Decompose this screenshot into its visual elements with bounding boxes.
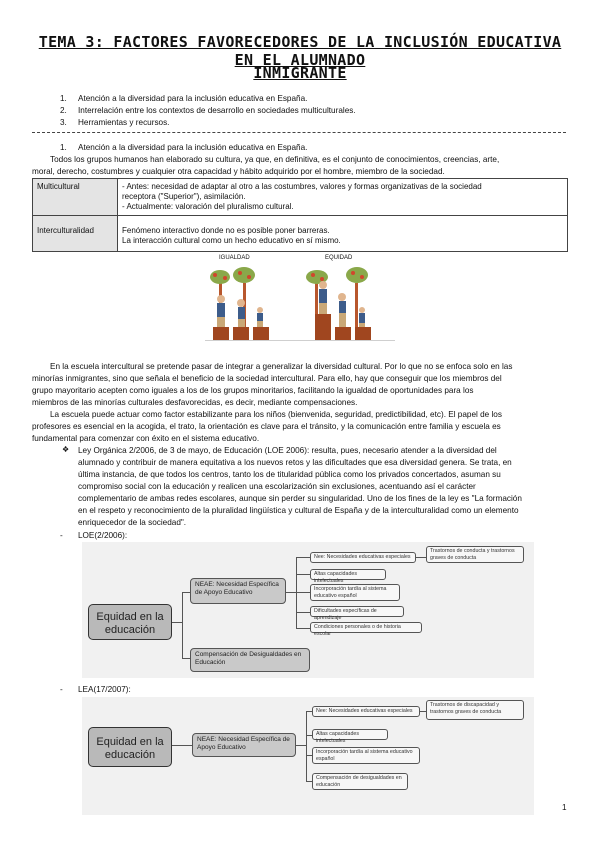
lea-mindmap [82,697,534,815]
para2-line: La escuela puede actuar como factor estabilizante para los niños (bienvenida, seguridad, predictibilidad, etc). El papel de los [50,410,502,419]
index-num-2: 2. [60,106,67,115]
loe-leaf-condiciones: Condiciones personales o de historia escolar [310,622,422,633]
section-num: 1. [60,143,67,152]
para1-line: miembros de las minorías culturales desfavorecidas, es decir, mediante compensaciones. [32,398,358,407]
table-text: - Antes: necesidad de adaptar al otro a las costumbres, valores y formas organizativas de la sociedad [122,182,482,191]
intro-line-2: moral, derecho, costumbres y cualquier otra capacidad y hábito adquirido por el hombre, miembro de la sociedad. [32,167,445,176]
para2-line: profesores es esencial en la acogida, el trato, la orientación es clave para el tránsito, y la comunicación entre familia y escuela es [32,422,501,431]
loe-leaf-trastornos: Trastornos de conducta y trastornos graves de conducta [426,546,524,563]
para1-line: grupo mayoritario acepten como iguales a los de los grupos minoritarios, facilitando la igualdad de oportunidades para los [32,386,474,395]
connector [416,557,426,558]
diamond-bullet-icon: ❖ [62,445,70,454]
table-row [33,179,568,216]
bullet-line: en el respeto y reconocimiento de la pluralidad lingüística y cultural de España y de la interculturalidad como un elemento [78,506,519,515]
page-title: TEMA 3: FACTORES FAVORECEDORES DE LA INCLUSIÓN EDUCATIVA EN EL ALUMNADO [38,33,562,69]
page-title-line2: INMIGRANTE [253,64,347,82]
connector [182,658,190,659]
intro-line-1: Todos los grupos humanos han elaborado su cultura, ya que, en definitiva, es el conjunto de conocimientos, creencias, arte, [50,155,500,164]
table-key-multicultural: Multicultural [33,179,118,216]
table-text: receptora ("Superior"), asimilación. [122,192,246,201]
connector [182,592,190,593]
loe-leaf-nee: Nee: Necesidades educativas especiales [310,552,416,563]
table-value-multicultural [118,179,568,216]
illustration-label-left: IGUALDAD [219,255,250,261]
table-text: La interacción cultural como un hecho educativo en sí mismo. [122,236,341,245]
bullet-line: enriquecedor de la sociedad". [78,518,187,527]
index-item-1: Atención a la diversidad para la inclusión educativa en España. [78,94,308,103]
loe-leaf-dificultades: Dificultades específicas de aprendizaje [310,606,404,617]
bullet-line: complementario de ambas redes escolares, aunque sin perder su singularidad. Uno de los fines de la ley es "La formación [78,494,522,503]
divider [32,132,566,133]
index-item-3: Herramientas y recursos. [78,118,170,127]
connector [296,628,310,629]
table-text: - Actualmente: valoración del pluralismo cultural. [122,202,294,211]
table-row [33,216,568,252]
illustration-svg [205,255,395,355]
connector [172,745,192,746]
lea-leaf-tardia: Incorporación tardía al sistema educativo español [312,747,420,764]
dash-bullet: - [60,531,63,540]
loe-neae-node: NEAE: Necesidad Específica de Apoyo Educativo [190,578,286,604]
connector [172,622,182,623]
table-value-interculturalidad [118,216,568,252]
loe-leaf-tardia: Incorporación tardía al sistema educativo español [310,584,400,601]
connector [296,612,310,613]
lea-leaf-nee: Nee: Necesidades educativas especiales [312,706,420,717]
loe-mindmap [82,542,534,678]
page-number: 1 [562,803,567,812]
bullet-line: Ley Orgánica 2/2006, de 3 de mayo, de Educación (LOE 2006): resulta, pues, necesario atender a la diversidad del [78,446,497,455]
equality-equity-illustration [205,255,395,355]
table-key-interculturalidad: Interculturalidad [33,216,118,252]
loe-compensation-node: Compensación de Desigualdades en Educación [190,648,310,672]
loe-leaf-altas: Altas capacidades intelectuales [310,569,386,580]
lea-neae-node: NEAE: Necesidad Específica de Apoyo Educativo [192,733,296,757]
connector [286,592,296,593]
table-text: Fenómeno interactivo donde no es posible poner barreras. [122,226,330,235]
connector [296,574,310,575]
lea-leaf-compensacion: Compensación de desigualdades en educación [312,773,408,790]
illustration-label-right: EQUIDAD [325,255,353,261]
dash-bullet: - [60,685,63,694]
para2-line: fundamental para comenzar con éxito en el sistema educativo. [32,434,260,443]
loe-root-node: Equidad en la educación [88,604,172,640]
para1-line: En la escuela intercultural se pretende pasar de integrar a generalizar la diversidad cultural. Por lo que no se enfoca solo en las [50,362,513,371]
lea-label: LEA(17/2007): [78,685,131,694]
index-num-1: 1. [60,94,67,103]
connector [296,557,310,558]
connector [182,592,183,658]
connector [306,711,307,781]
bullet-line: última instancia, de que todos los centros, tanto los de titularidad pública como los privados concertados, asuman su [78,470,501,479]
index-item-2: Interrelación entre los contextos de desarrollo en sociedades multiculturales. [78,106,356,115]
bullet-line: compromiso social con la educación y realicen una escolarización sin exclusiones, acentuando así el carácter [78,482,476,491]
bullet-line: alumnado y contribuir de manera equitativa a los nuevos retos y las dificultades que esa diversidad genera. Se trata, en [78,458,512,467]
index-num-3: 3. [60,118,67,127]
definitions-table [32,178,568,252]
connector [296,592,310,593]
lea-root-node: Equidad en la educación [88,727,172,767]
lea-leaf-altas: Altas capacidades intelectuales [312,729,388,740]
para1-line: minorías inmigrantes, sino que señala el beneficio de la sociedad intercultural. Para ello, hay que conseguir que los miembros del [32,374,502,383]
section-heading: Atención a la diversidad para la inclusión educativa en España. [78,143,308,152]
connector [296,745,306,746]
lea-leaf-trastornos: Trastornos de discapacidad y trastornos graves de conducta [426,700,524,720]
loe-label: LOE(2/2006): [78,531,128,540]
